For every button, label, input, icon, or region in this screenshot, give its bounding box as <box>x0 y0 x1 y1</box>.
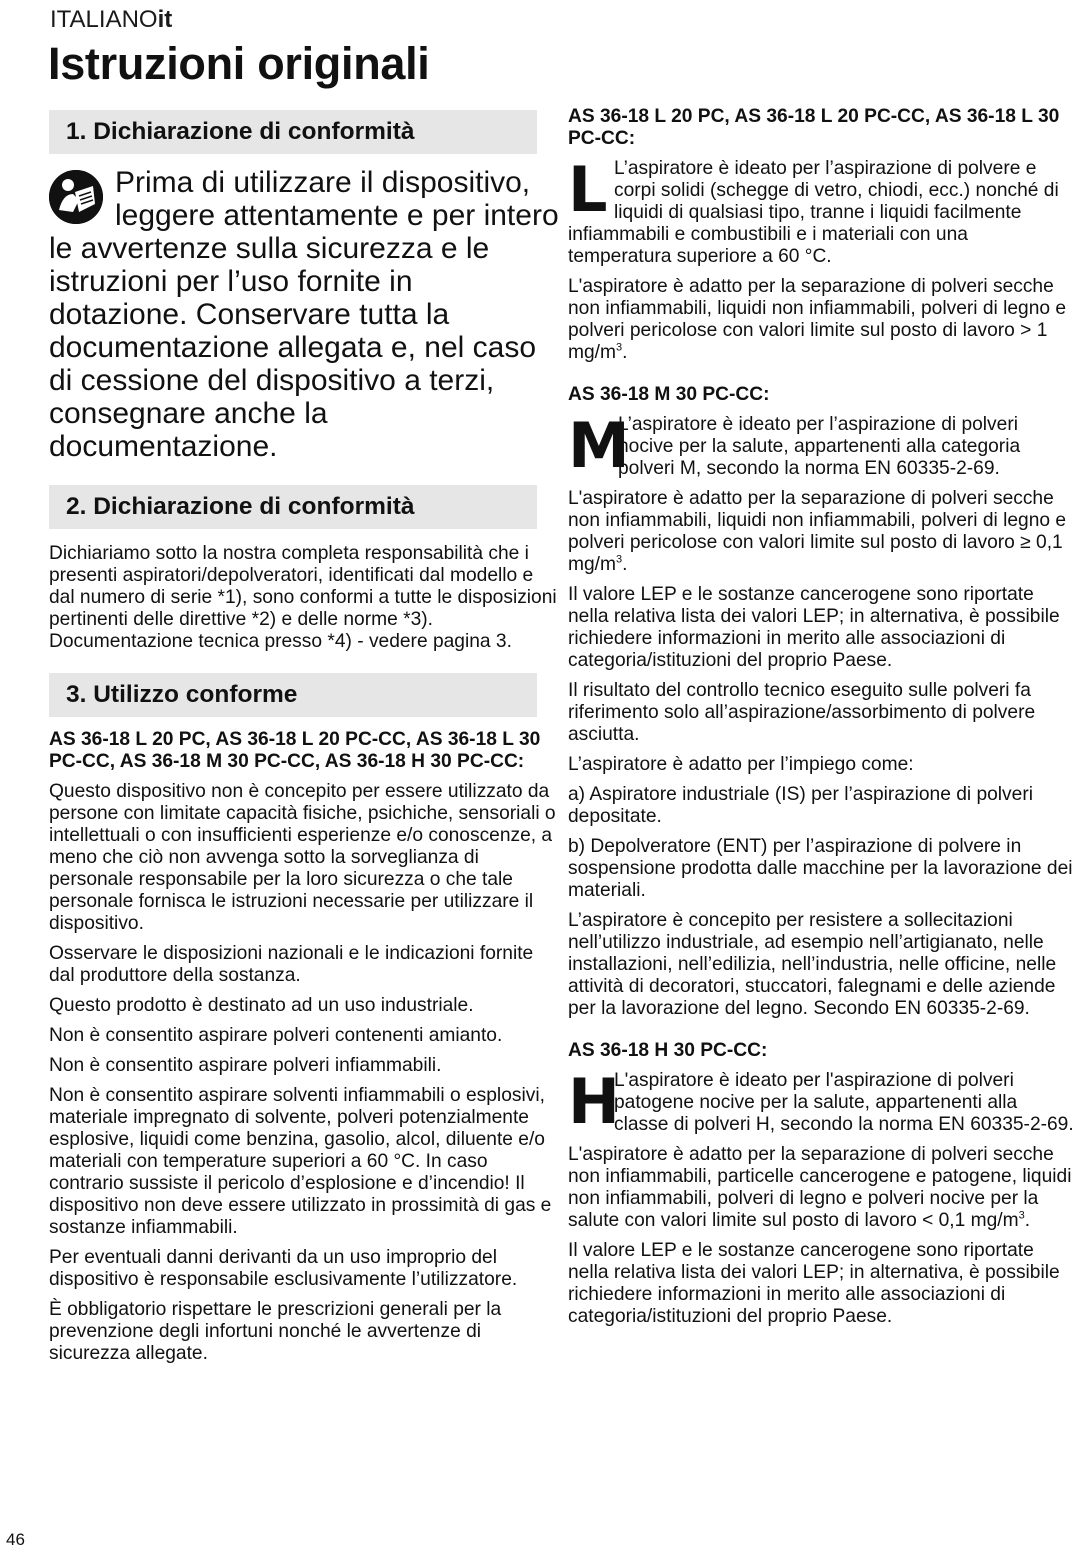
safety-notice-text: Prima di utilizzare il dispositivo, leggere attentamente e per intero le avvertenze sulla sicurezza e le istruzioni per l’uso fornite in dotazione. Conservare tutta la documentazione allegata e, nel caso di cessione del dispositivo a terzi, consegnare anche la documentazione. <box>49 166 559 463</box>
h-class-final-paragraph: Il valore LEP e le sostanze cancerogene sono riportate nella relativa lista dei valori LEP; in alternativa, è possibile richiedere informazioni in merito alle associazioni di categoria/istituzioni del proprio Paese. <box>568 1240 1060 1327</box>
m-class-paragraph: L’aspiratore è concepito per resistere a sollecitazioni nell’utilizzo industriale, ad esempio nell’artigianato, nelle installazioni, nell’edilizia, nell’industria, nelle officine, nelle attività di decoratori, stuccatori, falegnami e delle aziende per la lavorazione del legno. Secondo EN 60335-2-69. <box>568 910 1057 1019</box>
dust-class-h-icon: H <box>568 1070 620 1138</box>
dust-class-l-icon: L <box>568 158 608 226</box>
usage-paragraph: Questo prodotto è destinato ad un uso industriale. <box>49 995 474 1016</box>
m-class-intro <box>568 414 1076 488</box>
usage-paragraph: Non è consentito aspirare polveri contenenti amianto. <box>49 1025 503 1046</box>
m-class-paragraph: Il risultato del controllo tecnico eseguito sulle polveri fa riferimento solo all’aspirazione/assorbimento di polvere asciutta. <box>568 680 1036 745</box>
usage-paragraph: Non è consentito aspirare solventi infiammabili o esplosivi, materiale impregnato di solvente, polveri potenzialmente esplosive, liquidi come benzina, gasolio, alcol, diluente e/o materiali con temperature superiori a 60 °C. In caso contrario sussiste il pericolo d’esplosione e d’incendio! Il dispositivo non deve essere utilizzato in prossimità di gas e sostanze infiammabili. <box>49 1085 552 1238</box>
usage-paragraph: Per eventuali danni derivanti da un uso improprio del dispositivo è responsabile esclusivamente l’utilizzatore. <box>49 1247 518 1290</box>
m-class-paragraph: Il valore LEP e le sostanze cancerogene sono riportate nella relativa lista dei valori LEP; in alternativa, è possibile richiedere informazioni in merito alle associazioni di categoria/istituzioni del proprio Paese. <box>568 584 1060 671</box>
section-2-heading: 2. Dichiarazione di conformità <box>49 485 537 529</box>
usage-paragraph: Osservare le disposizioni nazionali e le indicazioni fornite dal produttore della sostanza. <box>49 943 534 986</box>
page-number: 46 <box>6 1530 25 1549</box>
l-class-separation: L'aspiratore è adatto per la separazione di polveri secche non infiammabili, liquidi non infiammabili, polveri di legno e polveri pericolose con valori limite sul posto di lavoro > 1 $mg/m^3$. <box>568 276 1067 363</box>
m-class-paragraph: b) Depolveratore (ENT) per l’aspirazione di polvere in sospensione prodotta dalle macchine per la lavorazione dei materiali. <box>568 836 1073 901</box>
page-title: Istruzioni originali <box>48 38 430 89</box>
language-label: ITALIANOit <box>50 6 173 33</box>
read-manual-icon <box>49 170 103 224</box>
l-class-intro <box>568 158 1076 276</box>
section-3-heading: 3. Utilizzo conforme <box>49 673 537 717</box>
section-1-heading: 1. Dichiarazione di conformità <box>49 110 537 154</box>
dust-class-m-icon: M <box>568 414 630 482</box>
l-class-models-heading: AS 36-18 L 20 PC, AS 36-18 L 20 PC-CC, AS 36-18 L 30 PC-CC: <box>568 106 1060 149</box>
m-class-paragraph: L’aspiratore è adatto per l’impiego come: <box>568 754 914 775</box>
usage-paragraph: Non è consentito aspirare polveri infiammabili. <box>49 1055 442 1076</box>
m-class-models-heading: AS 36-18 M 30 PC-CC: <box>568 384 770 405</box>
safety-notice <box>49 166 559 463</box>
declaration-text: Dichiariamo sotto la nostra completa responsabilità che i presenti aspiratori/depolveratori, identificati dal modello e dal numero di serie *1), sono conformi a tutte le disposizioni pertinenti delle direttive *2) e delle norme *3). Documentazione tecnica presso *4) - vedere pagina 3. <box>49 543 557 652</box>
m-class-intro-text: L’aspiratore è ideato per l’aspirazione di polveri nocive per la salute, appartenenti alla categoria polveri M, secondo la norma EN 60335-2-69. <box>618 414 1021 479</box>
usage-paragraph: Questo dispositivo non è concepito per essere utilizzato da persone con limitate capacità fisiche, psichiche, sensoriali o intellettuali o con insufficienti esperienze e/o conoscenze, a meno che ciò non avvenga sotto la sorveglianza di personale responsabile per la loro sicurezza o che tale personale fornisca le istruzioni necessarie per utilizzare il dispositivo. <box>49 781 556 934</box>
h-class-intro <box>568 1070 1076 1144</box>
usage-paragraph: È obbligatorio rispettare le prescrizioni generali per la prevenzione degli infortuni nonché le avvertenze di sicurezza allegate. <box>49 1299 502 1364</box>
h-class-intro-text: L'aspiratore è ideato per l'aspirazione di polveri patogene nocive per la salute, appartenenti alla classe di polveri H, secondo la norma EN 60335-2-69. <box>614 1070 1074 1135</box>
h-class-models-heading: AS 36-18 H 30 PC-CC: <box>568 1040 768 1061</box>
l-class-intro-text: L’aspiratore è ideato per l’aspirazione di polvere e corpi solidi (schegge di vetro, chiodi, ecc.) nonché di liquidi di qualsiasi tipo, tranne i liquidi facilmente infiammabili e combustibili e i materiali con una temperatura superiore a 60 °C. <box>568 158 1059 267</box>
m-class-separation: L'aspiratore è adatto per la separazione di polveri secche non infiammabili, liquidi non infiammabili, polveri di legno e polveri pericolose con valori limite sul posto di lavoro ≥ 0,1 $mg/m^3$. <box>568 488 1067 575</box>
right-column <box>568 106 1076 1336</box>
m-class-paragraph: a) Aspiratore industriale (IS) per l’aspirazione di polveri depositate. <box>568 784 1033 827</box>
models-heading: AS 36-18 L 20 PC, AS 36-18 L 20 PC-CC, AS 36-18 L 30 PC-CC, AS 36-18 M 30 PC-CC, AS 36-18 H 30 PC-CC: <box>49 729 541 772</box>
h-class-separation: L'aspiratore è adatto per la separazione di polveri secche non infiammabili, particelle cancerogene e patogene, liquidi non infiammabili, polveri di legno e polveri nocive per la salute con valori limite sul posto di lavoro < 0,1 $mg/m^3$. <box>568 1144 1072 1231</box>
left-column <box>49 110 559 1373</box>
